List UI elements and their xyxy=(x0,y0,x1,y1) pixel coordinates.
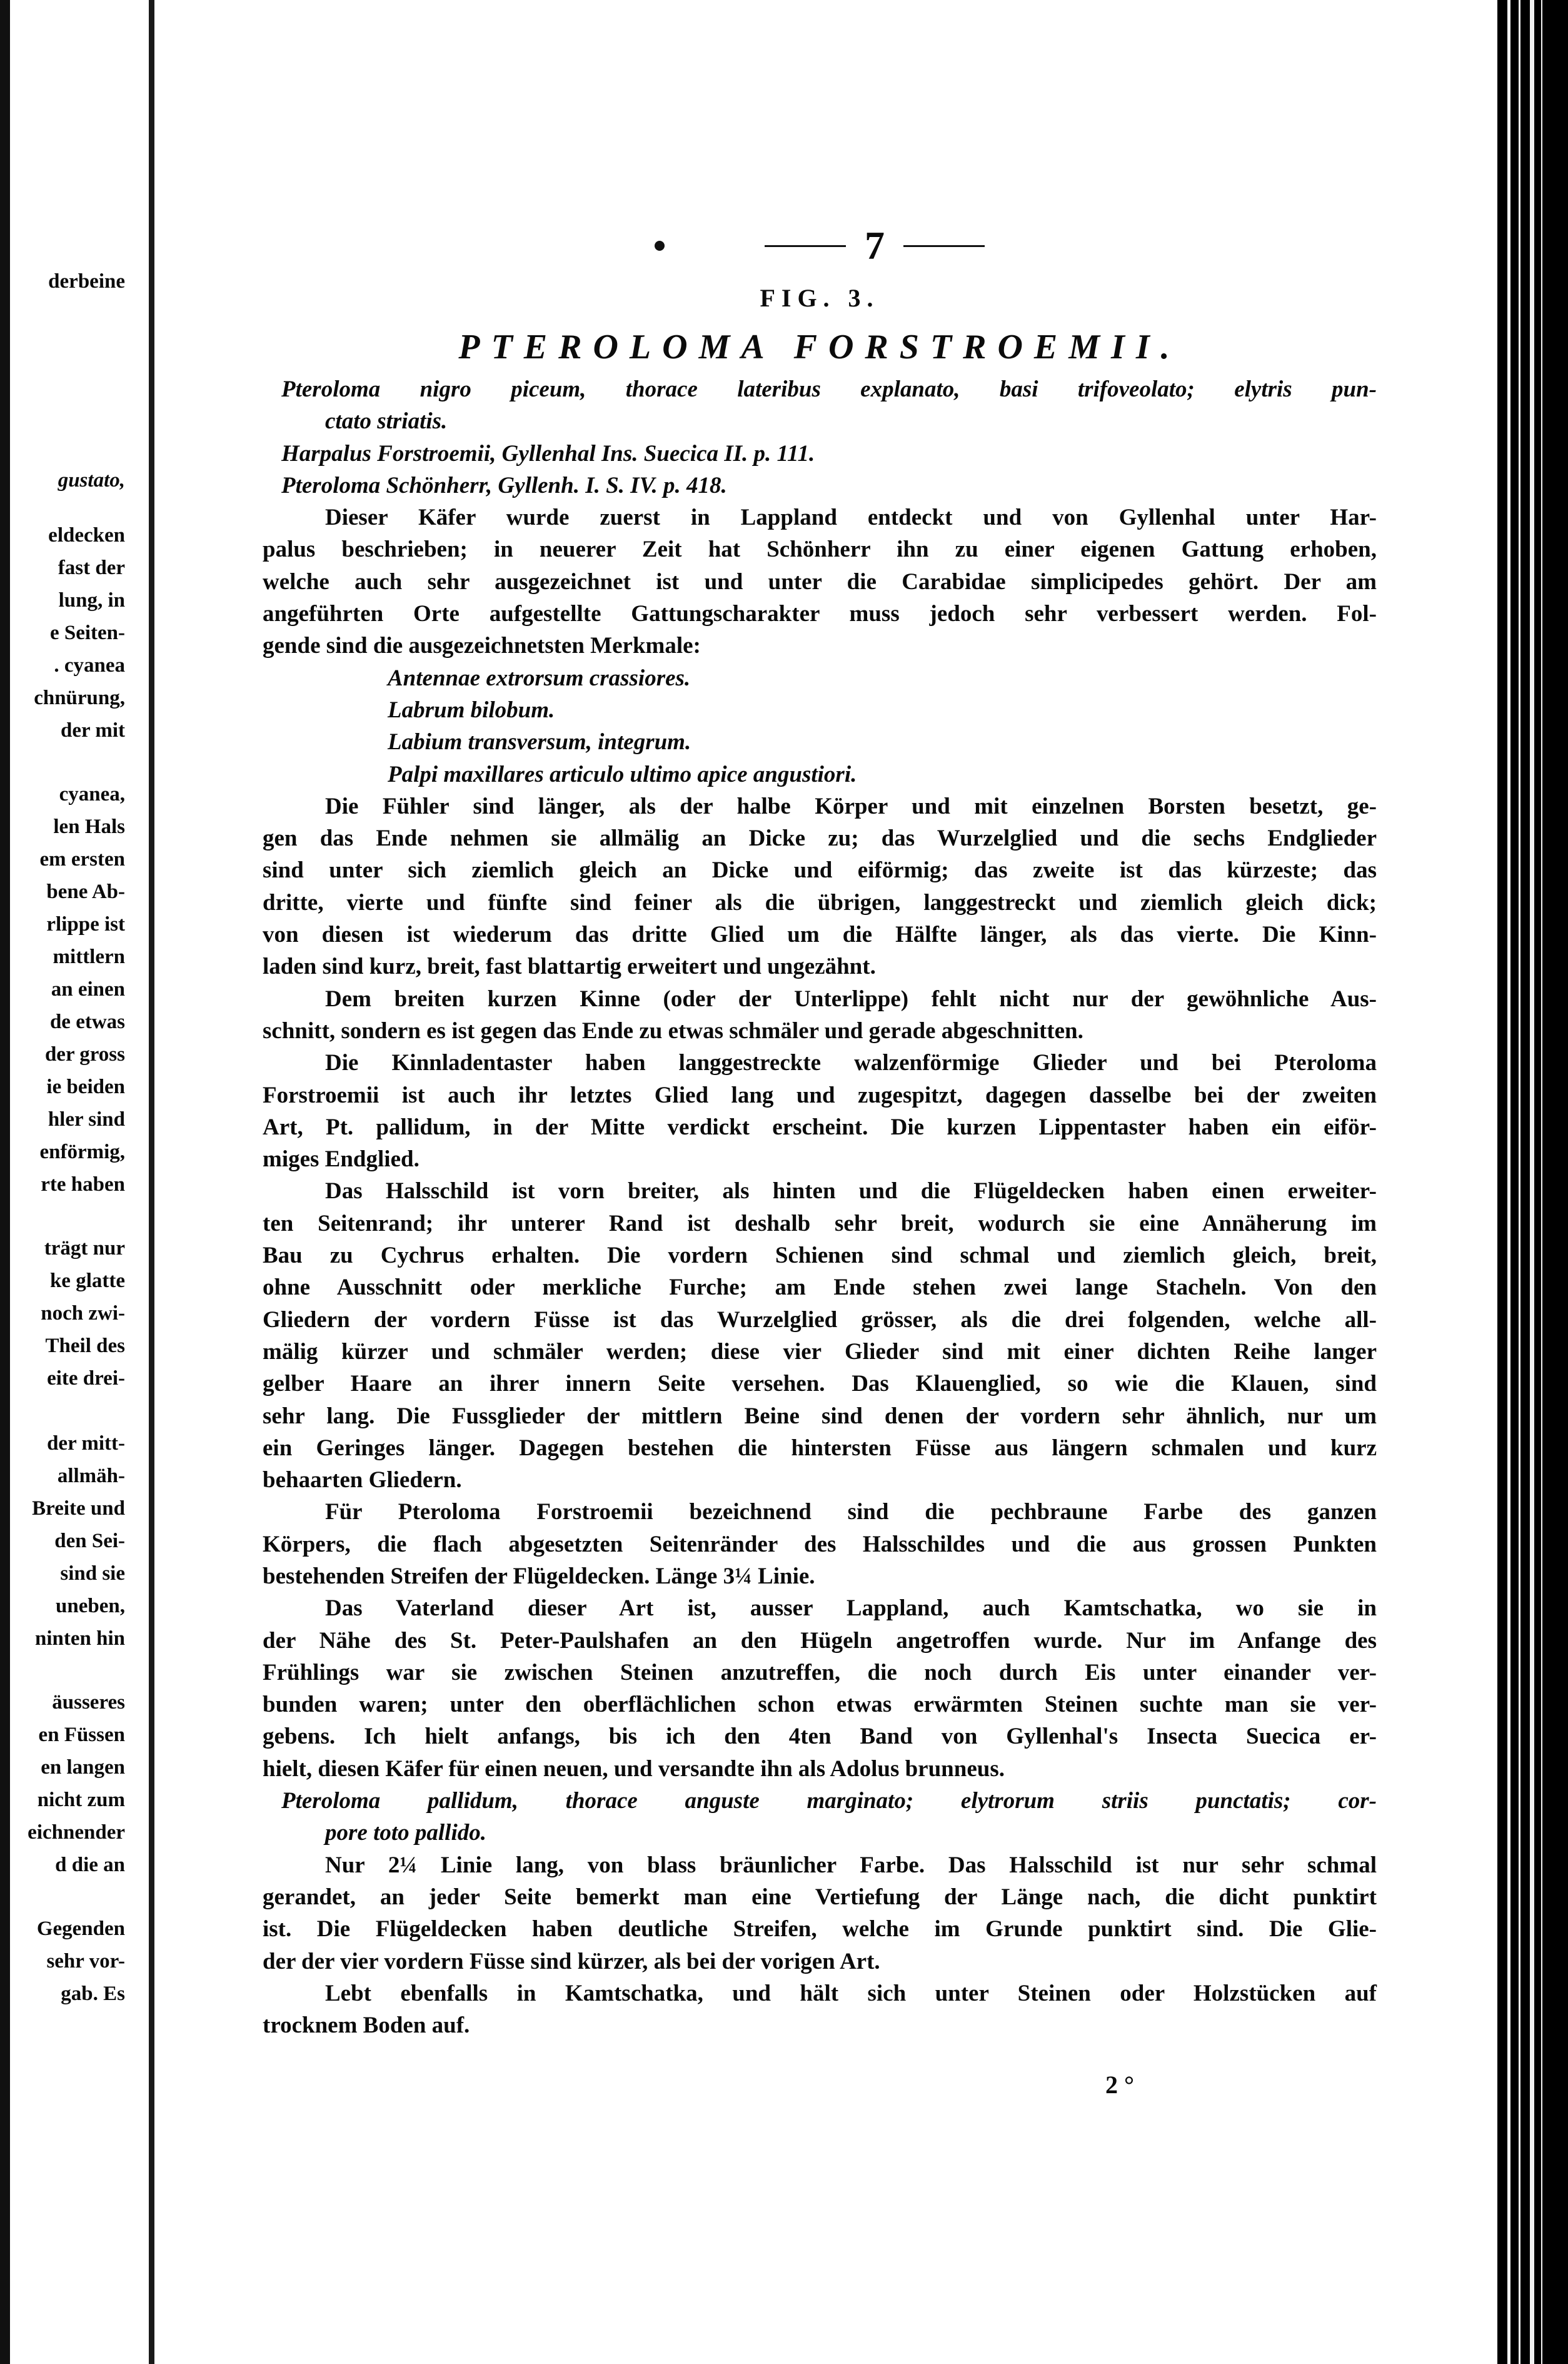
text-line: gebens. Ich hielt anfangs, bis ich den 4ten Band von Gyllenhal's Insecta Suecica er- xyxy=(263,1724,1377,1750)
header-rule-left xyxy=(765,245,846,247)
facing-page-line: der gross xyxy=(44,1043,125,1066)
facing-page-line: fast der xyxy=(58,557,125,579)
facing-page-line: chnürung, xyxy=(34,687,125,709)
text-line: Pteroloma pallidum, thorace anguste marginato; elytrorum striis punctatis; cor- xyxy=(281,1788,1377,1814)
text-line: angeführten Orte aufgestellte Gattungscharakter muss jedoch sehr verbessert werden. Fol- xyxy=(263,601,1377,627)
text-line: Nur 2¼ Linie lang, von blass bräunlicher Farbe. Das Halsschild ist nur sehr schmal xyxy=(325,1852,1377,1878)
scan-border-right xyxy=(1497,0,1568,2364)
text-line: trocknem Boden auf. xyxy=(263,2013,470,2039)
text-line: Die Fühler sind länger, als der halbe Körper und mit einzelnen Borsten besetzt, ge- xyxy=(325,793,1377,819)
text-line: Körpers, die flach abgesetzten Seitenränder des Halsschildes und die aus grossen Punkten xyxy=(263,1531,1377,1557)
facing-page-line: en langen xyxy=(41,1756,125,1779)
text-line: Gliedern der vordern Füsse ist das Wurzelglied grösser, als die drei folgenden, welche all- xyxy=(263,1306,1377,1333)
signature-mark: 2 ° xyxy=(1105,2071,1134,2099)
facing-page-line: enförmig, xyxy=(39,1141,125,1163)
text-line: schnitt, sondern es ist gegen das Ende zu etwas schmäler und gerade abgeschnitten. xyxy=(263,1018,1083,1044)
text-line: gelber Haare an ihrer innern Seite versehen. Das Klauenglied, so wie die Klauen, sind xyxy=(263,1371,1377,1397)
facing-page-fragment xyxy=(0,0,144,2364)
figure-label: FIG. 3. xyxy=(760,284,880,312)
facing-page-line: nicht zum xyxy=(37,1789,125,1811)
facing-page-line: d die an xyxy=(55,1854,125,1876)
text-line: Labium transversum, integrum. xyxy=(388,729,691,755)
facing-page-line: eichnender xyxy=(28,1821,125,1844)
text-line: Palpi maxillares articulo ultimo apice angustiori. xyxy=(388,761,857,787)
text-line: gerandet, an jeder Seite bemerkt man eine Vertiefung der Länge nach, die dicht punktirt xyxy=(263,1884,1377,1910)
facing-page-line: der mit xyxy=(61,719,125,742)
text-line: behaarten Gliedern. xyxy=(263,1467,462,1493)
facing-page-line: uneben, xyxy=(56,1595,125,1617)
text-line: pore toto pallido. xyxy=(325,1820,486,1846)
text-line: Dieser Käfer wurde zuerst in Lappland entdeckt und von Gyllenhal unter Har- xyxy=(325,505,1377,531)
text-line: Labrum bilobum. xyxy=(388,697,555,723)
text-line: hielt, diesen Käfer für einen neuen, und versandte ihn als Adolus brunneus. xyxy=(263,1755,1005,1782)
text-line: mälig kürzer und schmäler werden; diese vier Glieder sind mit einer dichten Reihe langer xyxy=(263,1338,1377,1365)
text-line: Antennae extrorsum crassiores. xyxy=(388,665,691,691)
facing-page-line: derbeine xyxy=(48,270,125,293)
facing-page-line: e Seiten- xyxy=(49,622,125,644)
text-line: von diesen ist wiederum das dritte Glied um die Hälfte länger, als das vierte. Die Kinn- xyxy=(263,922,1377,948)
facing-page-line: den Sei- xyxy=(54,1530,125,1552)
text-line: miges Endglied. xyxy=(263,1146,420,1173)
text-line: ist. Die Flügeldecken haben deutliche Streifen, welche im Grunde punktirt sind. Die Glie- xyxy=(263,1916,1377,1942)
text-line: ten Seitenrand; ihr unterer Rand ist deshalb sehr breit, wodurch sie eine Annäherung im xyxy=(263,1210,1377,1236)
header-rule-right xyxy=(903,245,985,247)
facing-page-line: hler sind xyxy=(48,1108,125,1131)
page-body xyxy=(263,373,1377,2041)
text-line: gen das Ende nehmen sie allmälig an Dicke zu; das Wurzelglied und die sechs Endglieder xyxy=(263,826,1377,852)
running-header xyxy=(263,216,1377,276)
facing-page-line: an einen xyxy=(51,978,125,1001)
text-line: Das Halsschild ist vorn breiter, als hinten und die Flügeldecken haben einen erweiter- xyxy=(325,1178,1377,1205)
text-line: Art, Pt. pallidum, in der Mitte verdickt erscheint. Die kurzen Lippentaster haben ein eiför- xyxy=(263,1114,1377,1140)
facing-page-line: ninten hin xyxy=(35,1627,125,1650)
facing-page-line: . cyanea xyxy=(54,654,125,677)
facing-page-line: lung, in xyxy=(58,589,125,612)
facing-page-line: der mitt- xyxy=(47,1432,125,1455)
page-gutter-line xyxy=(149,0,154,2364)
facing-page-line: en Füssen xyxy=(38,1724,125,1746)
text-line: laden sind kurz, breit, fast blattartig erweitert und ungezähnt. xyxy=(263,954,876,980)
text-line: Harpalus Forstroemii, Gyllenhal Ins. Suecica II. p. 111. xyxy=(281,440,815,467)
text-line: dritte, vierte und fünfte sind feiner als die übrigen, langgestreckt und ziemlich gleich dick; xyxy=(263,889,1377,916)
text-line: Bau zu Cychrus erhalten. Die vordern Schienen sind schmal und ziemlich gleich, breit, xyxy=(263,1243,1377,1269)
facing-page-line: mittlern xyxy=(53,946,125,968)
text-line: Forstroemii ist auch ihr letztes Glied lang und zugespitzt, dagegen dasselbe bei der zweiten xyxy=(263,1082,1377,1108)
text-line: ctato striatis. xyxy=(325,408,448,435)
text-line: der Nähe des St. Peter-Paulshafen an den Hügeln angetroffen wurde. Nur im Anfange des xyxy=(263,1627,1377,1654)
facing-page-line: len Hals xyxy=(53,816,125,838)
facing-page-line: gustato, xyxy=(58,469,125,492)
text-line: der der vier vordern Füsse sind kürzer, als bei der vorigen Art. xyxy=(263,1948,880,1974)
book-page xyxy=(263,216,1377,2041)
text-line: ein Geringes länger. Dagegen bestehen die hintersten Füsse aus längern schmalen und kurz xyxy=(263,1435,1377,1461)
facing-page-line: noch zwi- xyxy=(41,1302,125,1325)
text-line: Pteroloma nigro piceum, thorace lateribus explanato, basi trifoveolato; elytris pun- xyxy=(281,376,1377,402)
facing-page-line: eldecken xyxy=(48,524,125,547)
species-title: PTEROLOMA FORSTROEMII. xyxy=(458,328,1181,366)
text-line: bestehenden Streifen der Flügeldecken. Länge 3¼ Linie. xyxy=(263,1563,815,1589)
text-line: welche auch sehr ausgezeichnet ist und unter die Carabidae simplicipedes gehört. Der am xyxy=(263,568,1377,595)
facing-page-line: sind sie xyxy=(60,1562,125,1585)
facing-page-line: sehr vor- xyxy=(46,1950,125,1973)
facing-page-line: de etwas xyxy=(49,1011,125,1033)
header-dot xyxy=(655,241,665,251)
text-line: sind unter sich ziemlich gleich an Dicke und eiförmig; das zweite ist das kürzeste; das xyxy=(263,857,1377,884)
facing-page-line: eite drei- xyxy=(47,1367,125,1390)
facing-page-line: äusseres xyxy=(52,1691,125,1714)
facing-page-line: rte haben xyxy=(41,1173,125,1196)
text-line: Lebt ebenfalls in Kamtschatka, und hält sich unter Steinen oder Holzstücken auf xyxy=(325,1980,1377,2006)
text-line: palus beschrieben; in neuerer Zeit hat Schönherr ihn zu einer eigenen Gattung erhoben, xyxy=(263,537,1377,563)
facing-page-line: ke glatte xyxy=(49,1270,125,1292)
facing-page-line: em ersten xyxy=(39,848,125,871)
page-number: 7 xyxy=(865,223,885,268)
text-line: bunden waren; unter den oberflächlichen schon etwas erwärmten Steinen suchte man sie ver- xyxy=(263,1692,1377,1718)
text-line: Die Kinnladentaster haben langgestreckte walzenförmige Glieder und bei Pteroloma xyxy=(325,1050,1377,1076)
facing-page-line: allmäh- xyxy=(57,1465,125,1487)
text-line: Frühlings war sie zwischen Steinen anzutreffen, die noch durch Eis unter einander ver- xyxy=(263,1659,1377,1685)
text-line: Dem breiten kurzen Kinne (oder der Unterlippe) fehlt nicht nur der gewöhnliche Aus- xyxy=(325,986,1377,1012)
facing-page-line: bene Ab- xyxy=(46,881,125,903)
text-line: ohne Ausschnitt oder merkliche Furche; am Ende stehen zwei lange Stacheln. Von den xyxy=(263,1275,1377,1301)
text-line: sehr lang. Die Fussglieder der mittlern Beine sind denen der vordern sehr ähnlich, nur um xyxy=(263,1403,1377,1429)
facing-page-line: Breite und xyxy=(32,1497,125,1520)
text-line: gende sind die ausgezeichnetsten Merkmale: xyxy=(263,633,701,659)
text-line: Für Pteroloma Forstroemii bezeichnend sind die pechbraune Farbe des ganzen xyxy=(325,1499,1377,1525)
facing-page-line: cyanea, xyxy=(59,783,125,806)
facing-page-line: rlippe ist xyxy=(46,913,125,936)
facing-page-line: trägt nur xyxy=(44,1237,125,1260)
facing-page-line: gab. Es xyxy=(61,1983,125,2005)
facing-page-line: ie beiden xyxy=(46,1076,125,1098)
facing-page-line: Theil des xyxy=(45,1335,125,1357)
text-line: Pteroloma Schönherr, Gyllenh. I. S. IV. p. 418. xyxy=(281,472,727,498)
text-line: Das Vaterland dieser Art ist, ausser Lappland, auch Kamtschatka, wo sie in xyxy=(325,1595,1377,1622)
facing-page-line: Gegenden xyxy=(36,1917,125,1940)
